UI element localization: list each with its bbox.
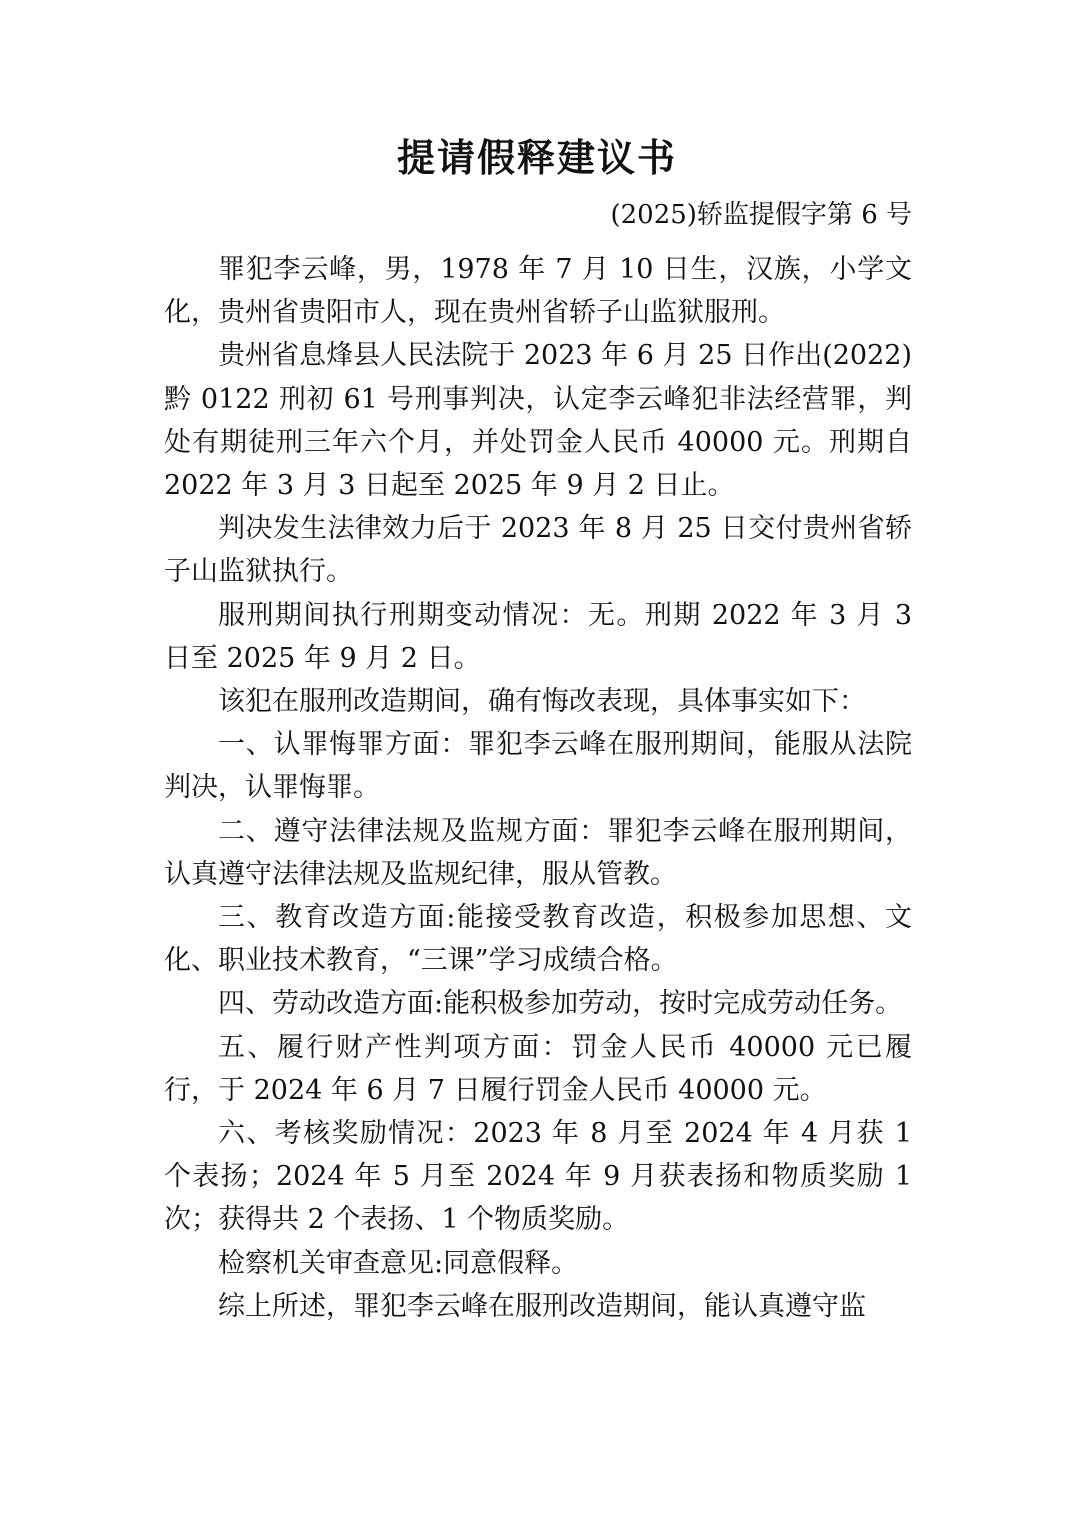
paragraph-execution: 判决发生法律效力后于 2023 年 8 月 25 日交付贵州省轿子山监狱执行。 [164,513,912,588]
paragraph-item-2: 二、遵守法律法规及监规方面：罪犯李云峰在服刑期间，认真遵守法律法规及监规纪律，服从管教。 [164,815,912,890]
paragraph-item-6: 六、考核奖励情况：2023 年 8 月至 2024 年 4 月获 1 个表扬；2024 年 5 月至 2024 年 9 月获表扬和物质奖励 1 次；获得共 2 个表扬、1 个物质奖励。 [164,1118,912,1236]
paragraph-item-4: 四、劳动改造方面:能积极参加劳动，按时完成劳动任务。 [218,988,903,1020]
paragraph-item-3: 三、教育改造方面:能接受教育改造，积极参加思想、文化、职业技术教育，“三课”学习成绩合格。 [164,902,912,977]
paragraph-sentence-changes: 服刑期间执行刑期变动情况：无。刑期 2022 年 3 月 3 日至 2025 年 9 月 2 日。 [164,599,912,674]
paragraph-item-5: 五、履行财产性判项方面：罚金人民币 40000 元已履行，于 2024 年 6 月 7 日履行罚金人民币 40000 元。 [164,1031,912,1106]
document-number: (2025)轿监提假字第 6 号 [610,200,912,230]
document-body [164,248,912,1328]
paragraph-repentance-intro: 该犯在服刑改造期间，确有悔改表现，具体事实如下： [218,686,866,718]
paragraph-judgment: 贵州省息烽县人民法院于 2023 年 6 月 25 日作出(2022)黔 0122 刑初 61 号刑事判决，认定李云峰犯非法经营罪，判处有期徒刑三年六个月，并处罚金人民币 40000 元。刑期自 2022 年 3 月 3 日起至 2025 年 9 月 2 日止。 [164,340,912,502]
document-title: 提请假释建议书 [396,135,677,180]
paragraph-procuratorate-opinion: 检察机关审查意见:同意假释。 [218,1247,579,1279]
paragraph-criminal-info: 罪犯李云峰，男，1978 年 7 月 10 日生，汉族，小学文化，贵州省贵阳市人，现在贵州省轿子山监狱服刑。 [164,254,912,329]
paragraph-item-1: 一、认罪悔罪方面：罪犯李云峰在服刑期间，能服从法院判决，认罪悔罪。 [164,729,912,804]
paragraph-conclusion: 综上所述，罪犯李云峰在服刑改造期间，能认真遵守监 [218,1290,866,1322]
